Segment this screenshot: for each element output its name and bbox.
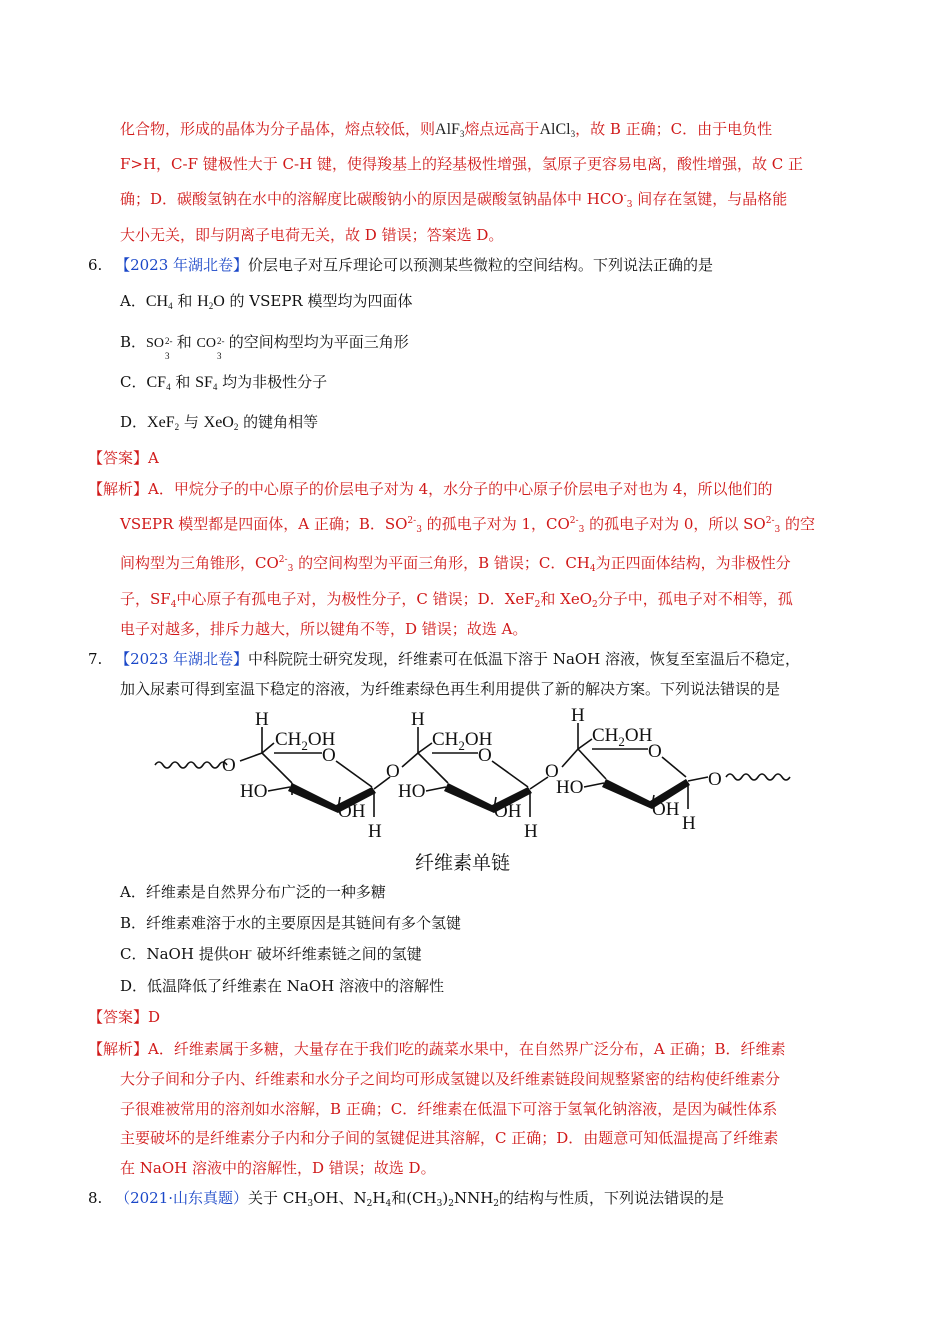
exp5-line-2: F>H，C-F 键极性大于 C-H 键，使得羧基上的羟基极性增强，氢原子更容易电离，酸性增强，故 C 正 <box>120 155 803 173</box>
q6-option-b: B．SO 2- 3 和 CO 2- 3 的空间构型均为平面三角形 <box>120 333 409 361</box>
formula-ch4: $CH_4$ <box>145 293 173 311</box>
svg-text:OH: OH <box>494 801 522 822</box>
exp5-line-1 <box>120 118 772 141</box>
q7-explanation-line-3: 子很难被常用的溶剂如水溶解，B 正确；C．纤维素在低温下可溶于氢氧化钠溶液，是因为碱性体系 <box>120 1100 778 1118</box>
q6-explanation-line-2: VSEPR 模型都是四面体，A 正确；B．$SO^{2-}_3$ 的孤电子对为 1，$CO^{2-}_3$ 的孤电子对为 0，所以 $SO^{2-}_3$ 的空 <box>120 515 816 535</box>
glucose-unit-2 <box>398 709 548 842</box>
text: 化合物，形成的晶体为分子晶体，熔点较低，则 <box>120 120 436 138</box>
formula-cf4: $CF_4$ <box>146 374 171 392</box>
formula-xeo2: XeO$_2$ <box>203 414 239 432</box>
q8-stem: 8. （2021·山东真题）关于 $CH_3OH$、$N_2H_4$和$(CH_3)_2NNH_2$的结构与性质，下列说法错误的是 <box>88 1189 725 1209</box>
exp5-line-4: 大小无关，即与阴离子电荷无关，故 D 错误；答案选 D。 <box>120 226 504 244</box>
svg-text:H: H <box>682 813 696 834</box>
svg-text:H: H <box>411 709 425 730</box>
q6-option-a: A．$CH_4$ 和 $H_2O$ 的 VSEPR 模型均为四面体 <box>120 292 413 311</box>
q7-option-b: B．纤维素难溶于水的主要原因是其链间有多个氢键 <box>120 914 462 932</box>
q6-option-c: C．$CF_4$ 和 $SF_4$ 均为非极性分子 <box>120 373 328 392</box>
question-number: 8. <box>88 1189 103 1207</box>
q6-stem <box>88 254 713 276</box>
svg-text:O: O <box>478 745 492 766</box>
q7-answer: 【答案】D <box>88 1008 161 1026</box>
svg-text:H: H <box>524 821 538 842</box>
wavy-bond-right <box>726 774 790 780</box>
q6-explanation-line-1: 【解析】A．甲烷分子的中心原子的价层电子对为 4，水分子的中心原子价层电子对也为 4，所以他们的 <box>88 480 773 498</box>
glucose-unit-1 <box>222 709 390 842</box>
formula-so3: SO 2- 3 <box>146 336 173 361</box>
q7-explanation-line-2: 大分子间和分子内、纤维素和水分子之间均可形成氢键以及纤维素链段间规整紧密的结构使纤维素分 <box>120 1070 781 1088</box>
question-number: 7. <box>88 650 103 668</box>
svg-text:O: O <box>708 769 722 790</box>
q7-stem-line-1 <box>88 648 800 670</box>
q6-explanation-line-5: 电子对越多，排斥力越大，所以键角不等，D 错误；故选 A。 <box>120 620 528 638</box>
question-source: （2021·山东真题） <box>115 1189 249 1207</box>
q7-option-d: D．低温降低了纤维素在 NaOH 溶液中的溶解性 <box>120 977 445 995</box>
wavy-bond-left <box>155 762 227 768</box>
svg-text:O: O <box>545 761 559 782</box>
question-number: 6. <box>88 256 103 274</box>
svg-text:OH: OH <box>338 801 366 822</box>
formula-h2o: $H_2O$ <box>197 293 225 311</box>
question-text: 价层电子对互斥理论可以预测某些微粒的空间结构。下列说法正确的是 <box>248 256 714 274</box>
glucose-unit-3 <box>556 705 708 834</box>
svg-text:H: H <box>571 705 585 726</box>
svg-text:CH2OH: $CH_2OH$ <box>275 729 336 753</box>
svg-text:H: H <box>368 821 382 842</box>
formula-alf3: AlF$_3$ <box>435 121 465 139</box>
exp5-line-3: 确；D．碳酸氢钠在水中的溶解度比碳酸钠小的原因是碳酸氢钠晶体中 $HCO^-_3$ 间存在氢键，与晶格能 <box>120 190 788 210</box>
svg-text:O: O <box>386 761 400 782</box>
q7-stem-line-2: 加入尿素可得到室温下稳定的溶液，为纤维素绿色再生利用提供了新的解决方案。下列说法错误的是 <box>120 680 781 698</box>
svg-text:H: H <box>255 709 269 730</box>
text: 熔点远高于 <box>464 120 540 138</box>
q6-option-d: D．XeF$_2$ 与 XeO$_2$ 的键角相等 <box>120 413 319 432</box>
q7-option-a: A．纤维素是自然界分布广泛的一种多糖 <box>120 883 386 901</box>
svg-text:HO: HO <box>398 781 426 802</box>
q7-explanation-line-1: 【解析】A．纤维素属于多糖，大量存在于我们吃的蔬菜水果中，在自然界广泛分布，A 正确；B．纤维素 <box>88 1040 786 1058</box>
question-text: 中科院院士研究发现，纤维素可在低温下溶于 NaOH 溶液，恢复至室温后不稳定， <box>248 650 801 668</box>
svg-text:OH: OH <box>652 799 680 820</box>
q7-explanation-line-4: 主要破坏的是纤维素分子内和分子间的氢键促进其溶解，C 正确；D．由题意可知低温提高了纤维素 <box>120 1129 779 1147</box>
q6-explanation-line-4: 子，$SF_4$中心原子有孤电子对，为极性分子，C 错误；D．XeF$_2$和 XeO$_2$分子中，孤电子对不相等，孤 <box>120 590 793 610</box>
svg-text:CH2OH: $CH_2OH$ <box>432 729 493 753</box>
svg-text:CH2OH: $CH_2OH$ <box>592 725 653 749</box>
question-source: 【2023 年湖北卷】 <box>115 650 249 668</box>
svg-text:O: O <box>222 755 236 776</box>
formula-co3: CO 2- 3 <box>196 336 225 361</box>
formula-xef2: XeF$_2$ <box>147 414 180 432</box>
diagram-caption: 纤维素单链 <box>415 852 511 874</box>
ion-hco3: -$_3$ <box>623 191 633 210</box>
svg-text:O: O <box>322 745 336 766</box>
formula-sf4: $SF_4$ <box>195 374 218 392</box>
question-source: 【2023 年湖北卷】 <box>115 256 249 274</box>
formula-alcl3: AlCl$_3$ <box>539 121 576 139</box>
svg-text:O: O <box>648 741 662 762</box>
formula-oh-minus: OH- <box>228 945 252 963</box>
q7-explanation-line-5: 在 NaOH 溶液中的溶解性，D 错误；故选 D。 <box>120 1159 436 1177</box>
q6-explanation-line-3: 间构型为三角锥形，$CO^{2-}_3$ 的空间构型为平面三角形，B 错误；C．$CH_4$为正四面体结构，为非极性分 <box>120 554 791 574</box>
svg-text:HO: HO <box>556 777 584 798</box>
svg-text:HO: HO <box>240 781 268 802</box>
q7-option-c: C．NaOH 提供OH- 破坏纤维素链之间的氢键 <box>120 945 422 963</box>
q6-answer: 【答案】A <box>88 449 159 467</box>
text: ，故 B 正确；C．由于电负性 <box>575 120 773 138</box>
